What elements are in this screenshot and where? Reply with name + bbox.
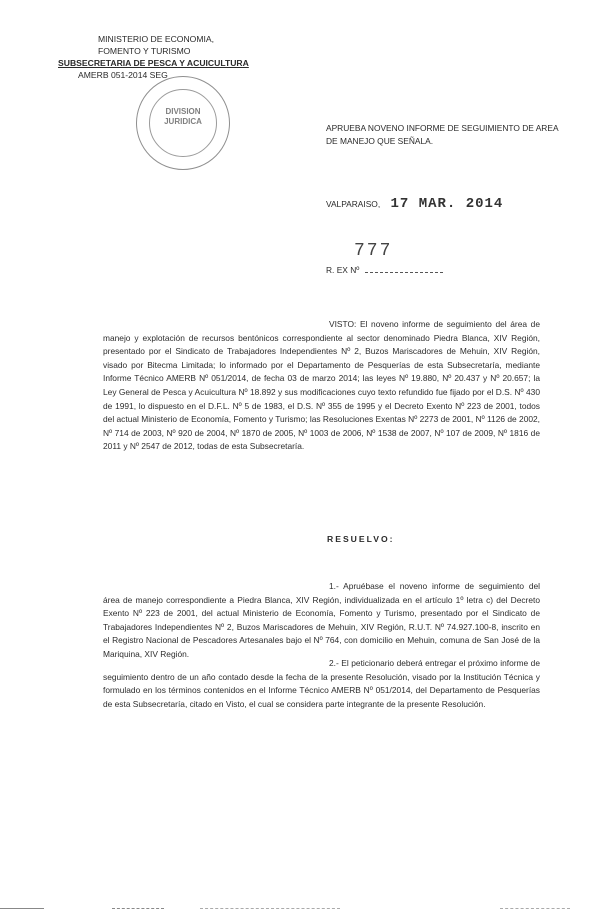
subsecretaria-name: SUBSECRETARIA DE PESCA Y ACUICULTURA: [58, 58, 249, 68]
file-reference: AMERB 051-2014 SEG: [78, 70, 168, 80]
official-seal: [136, 76, 230, 170]
footer-rule: [200, 908, 340, 909]
footer-rule: [500, 908, 570, 909]
visto-paragraph: VISTO: El noveno informe de seguimiento del área de manejo y explotación de recursos bentónicos correspondiente al sector denominado Piedra Blanca, XIV Región, presentado por el Sindicato de Trabajadores Independientes Nº 2, Buzos Mariscadores de Mehuin, XIV Región, visado por Bitecma Limitada; lo informado por el Departamento de Pesquerías de esta Subsecretaría, mediante Informe Técnico AMERB Nº 051/2014, de fecha 03 de marzo 2014; las leyes Nº 19.880, Nº 20.437 y Nº 20.657; la Ley General de Pesca y Acuicultura Nº 18.892 y sus modificaciones cuyo texto refundido fue fijado por el D.S. Nº 430 de 1991, lo dispuesto en el D.F.L. Nº 5 de 1983, el D.S. Nº 355 de 1995 y el Decreto Exento Nº 223 de 2001, todos del actual Ministerio de Economía, Fomento y Turismo; las Resoluciones Exentas Nº 2273 de 2001, Nº 1126 de 2002, Nº 714 de 2003, Nº 920 de 2004, Nº 1870 de 2005, Nº 1003 de 2006, Nº 1538 de 2007, Nº 107 de 2009, Nº 1816 de 2011 y Nº 2547 de 2012, todas de esta Subsecretaría.: [103, 319, 540, 452]
number-underline: [365, 264, 443, 273]
resuelvo-heading: RESUELVO:: [327, 534, 395, 544]
resolution-label-line: [326, 264, 443, 275]
ministry-name-2: FOMENTO Y TURISMO: [98, 46, 191, 56]
resolution-article-2: 2.- El peticionario deberá entregar el próximo informe de seguimiento dentro de un año contado desde la fecha de la presente Resolución, visado por la Institución Técnica y formulado en los términos contenidos en el Informe Técnico AMERB Nº 051/2014, del Departamento de Pesquerías de esta Subsecretaría, citado en Visto, el cual se considera parte integrante de la presente Resolución.: [103, 658, 540, 709]
resolution-number: 777: [354, 241, 393, 261]
seal-text: DIVISION JURIDICA: [164, 107, 202, 126]
resolution-article-1: 1.- Apruébase el noveno informe de seguimiento del área de manejo correspondiente a Piedra Blanca, XIV Región, individualizada en el artículo 1º letra c) del Decreto Exento Nº 223 de 2001, del actual Ministerio de Economía, Fomento y Turismo, presentado por el Sindicato de Trabajadores Independientes Nº 2, Buzos Mariscadores de Mehuin, XIV Región, R.U.T. Nº 74.927.100-8, inscrito en el Registro Nacional de Pescadores Artesanales bajo el Nº 764, con domicilio en Mehuin, comuna de San José de la Mariquina, XIV Región.: [103, 581, 540, 659]
resolution-label: R. EX Nº: [326, 265, 360, 275]
date-line: [326, 196, 503, 212]
place-label: VALPARAISO,: [326, 199, 381, 209]
ministry-name: MINISTERIO DE ECONOMIA,: [98, 34, 215, 44]
ministry-header: [58, 33, 249, 81]
resolution-subject: APRUEBA NOVENO INFORME DE SEGUIMIENTO DE AREA DE MANEJO QUE SEÑALA.: [326, 123, 559, 146]
stamped-date: 17 MAR. 2014: [390, 196, 504, 212]
footer-rule: [0, 908, 44, 909]
footer-rule: [112, 908, 164, 909]
